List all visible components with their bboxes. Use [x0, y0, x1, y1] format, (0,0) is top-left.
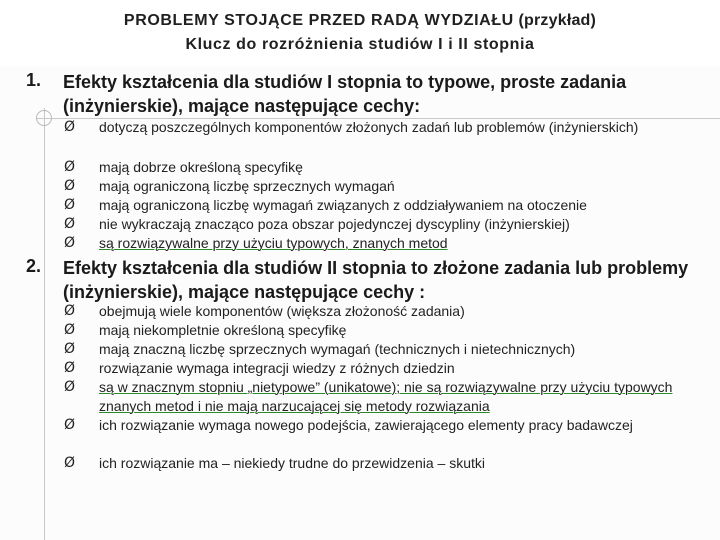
slide-title: [0, 12, 720, 30]
bullet-arrow-icon: Ø: [64, 379, 76, 395]
bullet-arrow-icon: Ø: [64, 360, 76, 376]
bullet-arrow-icon: Ø: [64, 159, 76, 175]
decorative-circle: [36, 110, 52, 126]
section-2-item: mają niekompletnie określoną specyfikę: [99, 322, 347, 338]
section-1-item: mają dobrze określoną specyfikę: [99, 159, 303, 175]
section-1-item: nie wykraczają znacząco poza obszar pojedynczej dyscypliny (inżynierskiej): [99, 216, 570, 232]
section-2-item: mają znaczną liczbę sprzecznych wymagań (technicznych i nietechnicznych): [99, 341, 576, 357]
bullet-arrow-icon: Ø: [64, 455, 76, 471]
section-1-item: dotyczą poszczególnych komponentów złożonych zadań lub problemów (inżynierskich): [99, 119, 639, 135]
section-1-item: mają ograniczoną liczbę wymagań związanych z oddziaływaniem na otoczenie: [99, 197, 587, 213]
decorative-vertical-line: [44, 108, 45, 540]
bullet-arrow-icon: Ø: [64, 235, 76, 251]
bullet-arrow-icon: Ø: [64, 303, 76, 319]
section-2-number: 2.: [26, 256, 42, 276]
section-2-item: ich rozwiązanie ma – niekiedy trudne do przewidzenia – skutki: [99, 455, 485, 471]
bullet-arrow-icon: Ø: [64, 322, 76, 338]
section-2-item: są w znacznym stopniu „nietypowe” (unikatowe); nie są rozwiązywalne przy użyciu typowych znanych metod i nie mają narzucającej się metody rozwiązania: [99, 379, 673, 414]
section-2-item: obejmują wiele komponentów (większa złożoność zadania): [99, 303, 465, 319]
bullet-arrow-icon: Ø: [64, 119, 76, 135]
bullet-arrow-icon: Ø: [64, 178, 76, 194]
bullet-arrow-icon: Ø: [64, 197, 76, 213]
bullet-arrow-icon: Ø: [64, 341, 76, 357]
bullet-arrow-icon: Ø: [64, 216, 76, 232]
section-1-item: mają ograniczoną liczbę sprzecznych wymagań: [99, 178, 395, 194]
bullet-arrow-icon: Ø: [64, 417, 76, 433]
title-suffix: (przykład): [513, 12, 597, 29]
section-1-item: są rozwiązywalne przy użyciu typowych, znanych metod: [99, 235, 448, 251]
slide-subtitle: Klucz do rozróżnienia studiów I i II stopnia: [185, 36, 535, 53]
section-2-heading: Efekty kształcenia dla studiów II stopnia to złożone zadania lub problemy (inżynierskie), mające następujące cechy :: [63, 258, 689, 302]
section-1-heading: Efekty kształcenia dla studiów I stopnia to typowe, proste zadania (inżynierskie), mające następujące cechy:: [63, 72, 627, 116]
slide-header: [0, 0, 720, 66]
section-1-number: 1.: [26, 70, 42, 90]
section-2-item: rozwiązanie wymaga integracji wiedzy z różnych dziedzin: [99, 360, 455, 376]
title-main: PROBLEMY STOJĄCE PRZED RADĄ WYDZIAŁU: [123, 12, 514, 29]
section-2-item: ich rozwiązanie wymaga nowego podejścia, zawierającego elementy pracy badawczej: [99, 417, 633, 433]
